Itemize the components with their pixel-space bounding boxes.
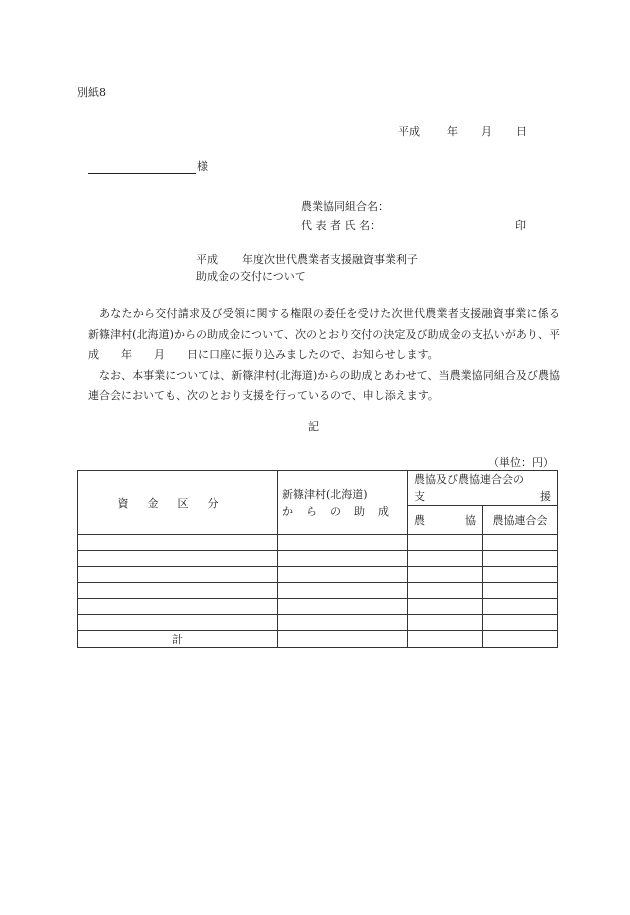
document-number: 別紙8 xyxy=(77,86,106,99)
unit-label: （単位：円） xyxy=(488,456,554,469)
addressee xyxy=(88,158,208,174)
table-row xyxy=(78,567,558,583)
table-cell[interactable] xyxy=(408,631,483,648)
subsidy-table xyxy=(77,470,558,648)
addressee-blank xyxy=(88,161,196,174)
table-row xyxy=(78,535,558,551)
subject-line-1 xyxy=(196,251,418,267)
header-coop-support xyxy=(408,471,558,506)
header-fund-category: 資金区分 xyxy=(78,471,278,535)
table-cell[interactable] xyxy=(483,615,558,631)
table-cell[interactable] xyxy=(408,583,483,599)
sender-org-label: 農業協同組合名： xyxy=(301,200,389,213)
table-cell[interactable] xyxy=(78,551,278,567)
header-nokyo-a: 農 xyxy=(414,514,425,527)
table-cell[interactable] xyxy=(278,551,408,567)
table-cell[interactable] xyxy=(483,535,558,551)
subject-era: 平成 xyxy=(196,253,218,266)
subject-text: 年度次世代農業者支援融資事業利子 xyxy=(242,253,418,266)
sender-rep-label: 代 表 者 氏 名： xyxy=(301,219,381,232)
header-nokyo-federation: 農協連合会 xyxy=(483,506,558,535)
seal-mark: 印 xyxy=(515,219,526,232)
header-coop-line-2-left: 支 xyxy=(414,490,425,503)
header-nokyo-text xyxy=(414,512,476,528)
table-cell[interactable] xyxy=(483,583,558,599)
ki-heading: 記 xyxy=(308,420,319,433)
body-paragraph-2: なお、本事業については、新篠津村(北海道)からの助成とあわせて、当農業協同組合及び農協連合会においても、次のとおり支援を行っているので、申し添えます。 xyxy=(88,368,560,402)
header-coop-line-2 xyxy=(414,488,551,505)
header-nokyo-b: 協 xyxy=(465,514,476,527)
table-row xyxy=(78,615,558,631)
table-cell[interactable] xyxy=(408,551,483,567)
date-year: 年 xyxy=(447,125,458,138)
body-text xyxy=(88,304,560,407)
addressee-honorific: 様 xyxy=(197,160,208,173)
table-cell[interactable] xyxy=(408,535,483,551)
header-village-line-2: からの助成 xyxy=(282,504,402,518)
date-day: 日 xyxy=(516,125,527,138)
header-nokyo xyxy=(408,506,483,535)
table-cell[interactable] xyxy=(408,567,483,583)
date-month: 月 xyxy=(481,125,492,138)
body-paragraph-1: あなたから交付請求及び受領に関する権限の委任を受けた次世代農業者支援融資事業に係る新篠津村(北海道)からの助成金について、次のとおり交付の決定及び助成金の支払いがあり、平成 年 月 日に口座に振り込みましたので、お知らせします。 xyxy=(88,307,560,361)
table-header-row-1 xyxy=(78,471,558,506)
table-cell[interactable] xyxy=(483,567,558,583)
table-cell[interactable] xyxy=(78,615,278,631)
table-cell[interactable] xyxy=(408,615,483,631)
header-coop-line-2-right: 援 xyxy=(540,490,551,503)
table-cell[interactable] xyxy=(278,599,408,615)
table-cell[interactable] xyxy=(483,631,558,648)
table-cell[interactable] xyxy=(278,583,408,599)
table-cell[interactable] xyxy=(78,567,278,583)
table-row xyxy=(78,551,558,567)
table-row xyxy=(78,599,558,615)
table-cell[interactable] xyxy=(78,599,278,615)
table-cell[interactable] xyxy=(408,599,483,615)
header-village-line-1: 新篠津村(北海道) xyxy=(282,487,368,501)
table-cell[interactable] xyxy=(278,535,408,551)
date-era: 平成 xyxy=(398,125,420,138)
table-row xyxy=(78,583,558,599)
total-label: 計 xyxy=(78,631,278,648)
header-village-subsidy xyxy=(278,471,408,535)
table-cell[interactable] xyxy=(278,615,408,631)
table-cell[interactable] xyxy=(483,599,558,615)
header-coop-line-1: 農協及び農協連合会の xyxy=(414,473,524,486)
table-total-row xyxy=(78,631,558,648)
subject-line-2: 助成金の交付について xyxy=(196,270,306,283)
table-cell[interactable] xyxy=(78,583,278,599)
table-cell[interactable] xyxy=(78,535,278,551)
table-cell[interactable] xyxy=(278,631,408,648)
table-cell[interactable] xyxy=(483,551,558,567)
table-cell[interactable] xyxy=(278,567,408,583)
